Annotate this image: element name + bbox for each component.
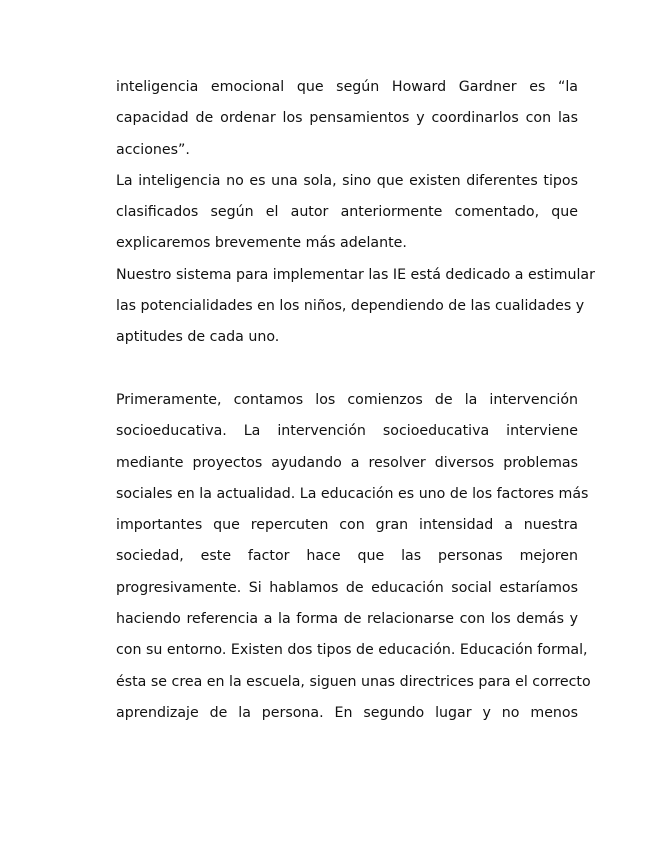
text-line: sociedad, este factor hace que las personas mejoren (116, 548, 578, 565)
text-block-intelligence (116, 72, 595, 354)
text-line: mediante proyectos ayudando a resolver diversos problemas (116, 454, 578, 471)
text-block-socioeducational (116, 385, 591, 729)
text-line: acciones”. (116, 141, 190, 158)
text-line: haciendo referencia a la forma de relacionarse con los demás y (116, 611, 578, 628)
text-line: inteligencia emocional que según Howard Gardner es “la (116, 79, 578, 95)
text-line: importantes que repercuten con gran intensidad a nuestra (116, 517, 578, 534)
text-line: Primeramente, contamos los comienzos de la intervención (116, 392, 578, 408)
text-line: ésta se crea en la escuela, siguen unas directrices para el correcto (116, 673, 591, 690)
text-line: La inteligencia no es una sola, sino que existen diferentes tipos (116, 172, 578, 189)
text-line: clasificados según el autor anteriormente comentado, que (116, 204, 578, 221)
text-line: progresivamente. Si hablamos de educación social estaríamos (116, 579, 578, 596)
text-line: las potencialidades en los niños, dependiendo de las cualidades y (116, 298, 585, 315)
text-line: explicaremos brevemente más adelante. (116, 235, 407, 252)
text-line: sociales en la actualidad. La educación es uno de los factores más (116, 485, 589, 502)
text-line: Nuestro sistema para implementar las IE está dedicado a estimular (116, 266, 595, 283)
text-line: socioeducativa. La intervención socioeducativa interviene (116, 423, 578, 440)
text-line: con su entorno. Existen dos tipos de educación. Educación formal, (116, 642, 588, 659)
text-line: aptitudes de cada uno. (116, 329, 280, 346)
text-line: aprendizaje de la persona. En segundo lugar y no menos (116, 704, 578, 721)
text-line: capacidad de ordenar los pensamientos y coordinarlos con las (116, 110, 578, 127)
